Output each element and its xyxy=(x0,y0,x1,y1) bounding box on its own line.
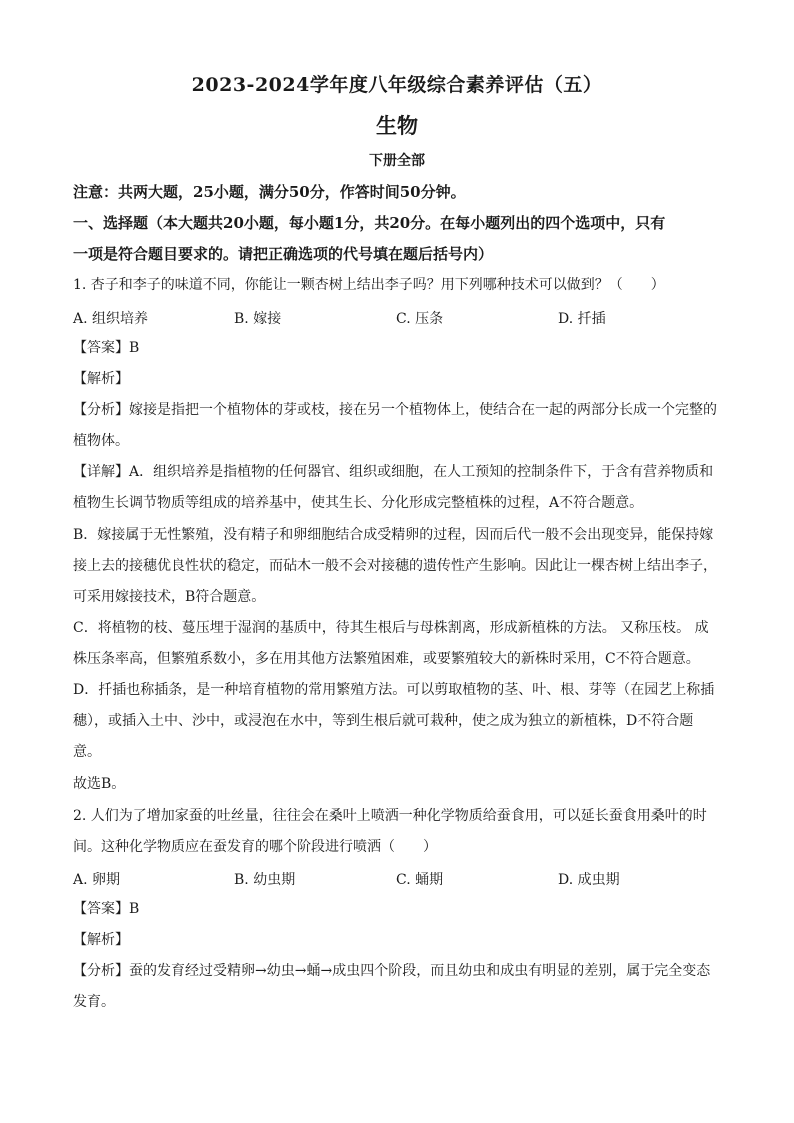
notice-text: 注意：共两大题，25小题，满分50分，作答时间50分钟。 xyxy=(73,183,466,201)
q1-option-d: D. 扦插 xyxy=(558,311,606,327)
question-1-stem: 1. 杏子和李子的味道不同，你能让一颗杏树上结出李子吗？用下列哪种技术可以做到？（ ） xyxy=(73,277,665,293)
q1-detail-line: 接上去的接穗优良性状的稳定，而砧木一般不会对接穗的遗传性产生影响。因此让一棵杏树上结出李子， xyxy=(73,558,717,574)
q1-option-a: A. 组织培养 xyxy=(73,311,149,327)
q1-detail-line: D．扦插也称插条，是一种培育植物的常用繁殖方法。可以剪取植物的茎、叶、根、芽等（在园艺上称插 xyxy=(73,682,715,698)
section-heading-line2: 一项是符合题目要求的。请把正确选项的代号填在题后括号内） xyxy=(73,245,494,263)
q1-detail-line: C．将植物的枝、蔓压埋于湿润的基质中，待其生根后与母株割离，形成新植株的方法。 又称压枝。 成 xyxy=(73,620,709,636)
q1-detail-line: 可采用嫁接技术，B符合题意。 xyxy=(73,589,266,605)
q1-option-b: B. 嫁接 xyxy=(234,311,282,327)
question-2-stem-line1: 2. 人们为了增加家蚕的吐丝量，往往会在桑叶上喷洒一种化学物质给蚕食用，可以延长蚕食用桑叶的时 xyxy=(73,808,707,824)
q1-fenxi-line2: 植物体。 xyxy=(73,433,129,449)
q2-option-a: A. 卵期 xyxy=(73,872,121,888)
q2-option-d: D. 成虫期 xyxy=(558,872,620,888)
q1-detail-line: B．嫁接属于无性繁殖，没有精子和卵细胞结合成受精卵的过程，因而后代一般不会出现变异，能保持嫁 xyxy=(73,527,714,543)
q1-fenxi-line1: 【分析】嫁接是指把一个植物体的芽或枝，接在另一个植物体上，使结合在一起的两部分长成一个完整的 xyxy=(73,402,717,418)
q2-analysis-tag: 【解析】 xyxy=(73,932,129,948)
q1-detail-line: 穗），或插入土中、沙中，或浸泡在水中，等到生根后就可栽种，使之成为独立的新植株，D不符合题 xyxy=(73,713,694,729)
subject-title: 生物 xyxy=(376,113,418,138)
q1-option-c: C. 压条 xyxy=(396,311,444,327)
question-2-stem-line2: 间。这种化学物质应在蚕发育的哪个阶段进行喷洒（ ） xyxy=(73,839,437,855)
q2-option-c: C. 蛹期 xyxy=(396,872,444,888)
q2-option-b: B. 幼虫期 xyxy=(234,872,296,888)
q2-fenxi-line2: 发育。 xyxy=(73,994,115,1010)
q1-detail-line: 【详解】A．组织培养是指植物的任何器官、组织或细胞，在人工预知的控制条件下，于含有营养物质和 xyxy=(73,464,714,480)
q1-detail-line: 植物生长调节物质等组成的培养基中，使其生长、分化形成完整植株的过程，A不符合题意。 xyxy=(73,495,644,511)
q1-answer: 【答案】B xyxy=(73,340,140,356)
q1-conclusion: 故选B。 xyxy=(73,776,126,792)
q1-analysis-tag: 【解析】 xyxy=(73,371,129,387)
q2-fenxi-line1: 【分析】蚕的发育经过受精卵→幼虫→蛹→成虫四个阶段，而且幼虫和成虫有明显的差别，属于完全变态 xyxy=(73,963,711,979)
section-heading-line1: 一、选择题（本大题共20小题，每小题1分，共20分。在每小题列出的四个选项中，只有 xyxy=(73,214,666,232)
scope-subtitle: 下册全部 xyxy=(369,153,425,169)
q2-answer: 【答案】B xyxy=(73,901,140,917)
q1-detail-line: 株压条率高，但繁殖系数小，多在用其他方法繁殖困难，或要繁殖较大的新株时采用，C不符合题意。 xyxy=(73,651,700,667)
q1-detail-line: 意。 xyxy=(73,744,101,760)
exam-title: 2023-2024学年度八年级综合素养评估（五） xyxy=(191,74,603,96)
